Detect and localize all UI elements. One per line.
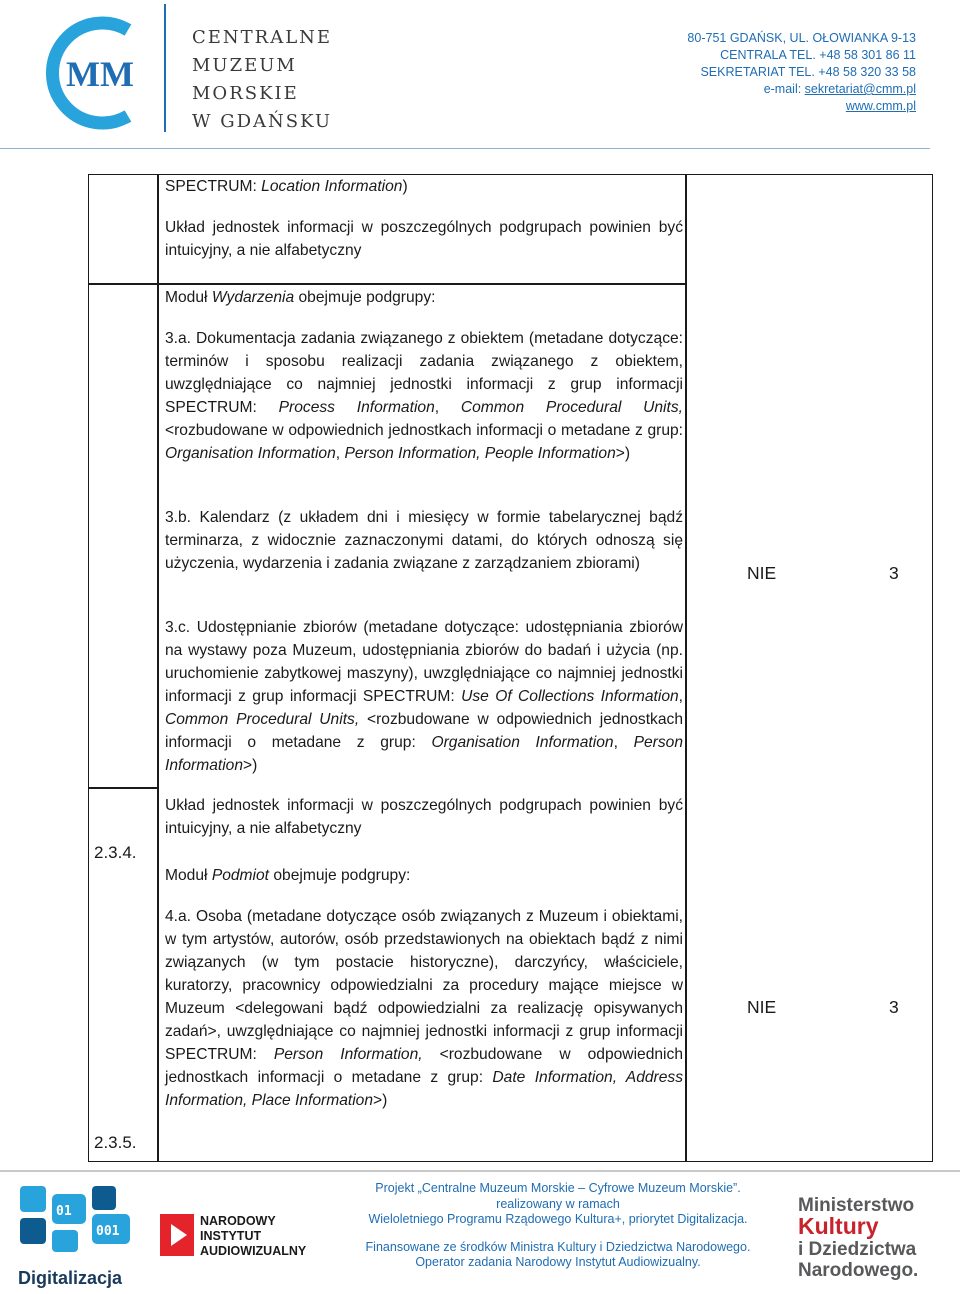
digi-bits-right: 001 xyxy=(96,1224,120,1239)
text-run: 4.a. Osoba (metadane dotyczące osób związanych z Muzeum i obiektami, w tym artystów, autorów, osób przedstawionych na obiektach bądź z nimi związanych (w tym postacie historyczne), darczyńcy, właściciele, kuratorzy, pracownicy odpowiedzialni za procedury mające miejsce w Muzeum <delegowani bądź odpowiedzialni za realizację opisywanych zadań>, uwzględniające co najmniej jednostki informacji z grup informacji SPECTRUM: xyxy=(165,908,683,1063)
text-run-italic: Organisation Information xyxy=(431,734,614,751)
row-number: 2.3.4. xyxy=(94,843,137,862)
text-run: <rozbudowane w odpowiednich jednostkach informacji o metadane z grup: xyxy=(165,1046,683,1086)
column-divider xyxy=(157,175,159,1161)
row-divider xyxy=(89,283,685,285)
text-run: 3.a. Dokumentacja zadania związanego z obiektem (metadane dotyczące: terminów i sposobu realizacji zadania związanego z obiektem, uwzględniające co najmniej jednostki informacji z grup informacji SPECTRUM: xyxy=(165,330,683,416)
module-wydarzenia-intro xyxy=(165,286,683,309)
item-3c xyxy=(165,616,683,777)
item-3b: 3.b. Kalendarz (z układem dni i miesięcy w formie tabelarycznej bądź terminarza, z widocznie zaznaczonymi datami, do których odnoszą się użyczenia, wydarzenia i zadania związane z zarządzaniem zbiorami) xyxy=(165,509,683,572)
project-info xyxy=(338,1181,778,1271)
text-run: ) xyxy=(402,178,408,195)
text-run-italic: Use Of Collections Information xyxy=(461,688,679,705)
central-phone: CENTRALA TEL. +48 58 301 86 11 xyxy=(720,48,916,62)
funding-line: Finansowane ze środków Ministra Kultury i Dziedzictwa Narodowego. xyxy=(365,1239,751,1254)
funding-line: Operator zadania Narodowy Instytut Audiowizualny. xyxy=(415,1255,701,1269)
text-run: 3.c. Udostępnianie zbiorów (metadane dotyczące: udostępniania zbiorów na wystawy poza Muzeum, udostępniania zbiorów do badań i użycia (np. uruchomienie zabytkowej maszyny), uwzględniające co najmniej jednostki informacji z grup informacji SPECTRUM: xyxy=(165,619,683,705)
row-divider xyxy=(89,787,157,789)
text-run: >) xyxy=(615,445,631,462)
answer-value: NIE xyxy=(747,997,777,1017)
footer-divider xyxy=(0,1170,960,1172)
header-divider xyxy=(0,148,930,149)
email-label: e-mail: xyxy=(763,82,805,96)
digitalizacja-label: Digitalizacja xyxy=(18,1268,123,1288)
nina-logo xyxy=(160,1210,330,1260)
nina-line: NARODOWY xyxy=(200,1214,276,1228)
text-run-italic: Person Information xyxy=(165,734,683,774)
column-divider xyxy=(685,175,687,1161)
email-link[interactable]: sekretariat@cmm.pl xyxy=(804,82,916,96)
museum-name-line: MUZEUM xyxy=(192,55,297,76)
ministry-line: Kultury xyxy=(798,1213,879,1239)
text-run-italic: Common Procedural Units, xyxy=(165,711,360,728)
nina-line: AUDIOWIZUALNY xyxy=(200,1244,307,1258)
points-value: 3 xyxy=(889,997,899,1017)
text-run-italic: Date Information, Address Information, Place Information xyxy=(165,1069,684,1109)
item-3a xyxy=(165,327,683,465)
text-run: , xyxy=(434,399,461,416)
text-run-italic: Common Procedural Units, xyxy=(460,399,683,416)
museum-name-line: CENTRALNE xyxy=(192,27,333,48)
contact-block xyxy=(687,30,916,115)
museum-name-line: MORSKIE xyxy=(192,83,299,104)
logo-initials: MM xyxy=(66,54,134,94)
text-run: >) xyxy=(373,1092,388,1109)
module-podmiot-intro xyxy=(165,864,683,887)
address: 80-751 GDAŃSK, UL. OŁOWIANKA 9-13 xyxy=(687,31,916,45)
logo-divider xyxy=(164,4,166,132)
secretariat-phone: SEKRETARIAT TEL. +48 58 320 33 58 xyxy=(700,65,916,79)
text-run-italic: Person Information, xyxy=(273,1046,423,1063)
row1-spectrum-text xyxy=(165,175,683,198)
text-run: SPECTRUM: xyxy=(165,178,262,195)
museum-logo xyxy=(36,14,154,132)
text-run: , xyxy=(613,734,634,751)
text-run: Moduł xyxy=(165,867,212,884)
museum-name xyxy=(192,24,332,136)
answer-value: NIE xyxy=(747,563,777,583)
text-run: Moduł xyxy=(165,289,212,306)
nina-line: INSTYTUT xyxy=(200,1229,262,1243)
digitalizacja-logo xyxy=(16,1184,146,1292)
ministry-logo xyxy=(796,1194,946,1280)
text-run: <rozbudowane w odpowiednich jednostkach informacji o metadane z grup: xyxy=(165,711,683,751)
text-run-italic: Person Information, People Information xyxy=(344,445,616,462)
text-run-italic: Organisation Information xyxy=(165,445,336,462)
module-name: Podmiot xyxy=(211,867,270,884)
project-line: Wieloletniego Programu Rządowego Kultura+, priorytet Digitalizacja. xyxy=(368,1212,748,1226)
ministry-line: Ministerstwo xyxy=(798,1195,915,1216)
website-link[interactable]: www.cmm.pl xyxy=(845,99,916,113)
text-run: , xyxy=(678,688,684,705)
text-run: >) xyxy=(243,757,258,774)
item-4a xyxy=(165,905,683,1112)
row1-layout-note: Układ jednostek informacji w poszczególnych podgrupach powinien być intuicyjny, a nie alfabetyczny xyxy=(165,219,683,259)
ministry-line: i Dziedzictwa xyxy=(798,1239,917,1260)
text-run: obejmuje podgrupy: xyxy=(269,867,411,884)
email-line xyxy=(687,81,916,98)
module-name: Wydarzenia xyxy=(211,289,295,306)
digi-bits-left: 01 xyxy=(56,1204,72,1219)
ministry-line: Narodowego. xyxy=(798,1260,919,1280)
text-run: <rozbudowane w odpowiednich jednostkach informacji o metadane z grup: xyxy=(165,422,683,439)
requirements-table xyxy=(88,174,933,1162)
text-run-italic: Location Information xyxy=(261,178,403,195)
row-number: 2.3.5. xyxy=(94,1133,137,1152)
project-line: Projekt „Centralne Muzeum Morskie – Cyfrowe Muzeum Morskie”. xyxy=(375,1181,741,1195)
points-value: 3 xyxy=(889,563,899,583)
row2-layout-note: Układ jednostek informacji w poszczególnych podgrupach powinien być intuicyjny, a nie alfabetyczny xyxy=(165,797,683,837)
museum-name-line: W GDAŃSKU xyxy=(192,111,333,132)
project-line: realizowany w ramach xyxy=(496,1196,620,1211)
text-run: , xyxy=(335,445,345,462)
text-run-italic: Process Information xyxy=(278,399,435,416)
text-run: obejmuje podgrupy: xyxy=(294,289,436,306)
